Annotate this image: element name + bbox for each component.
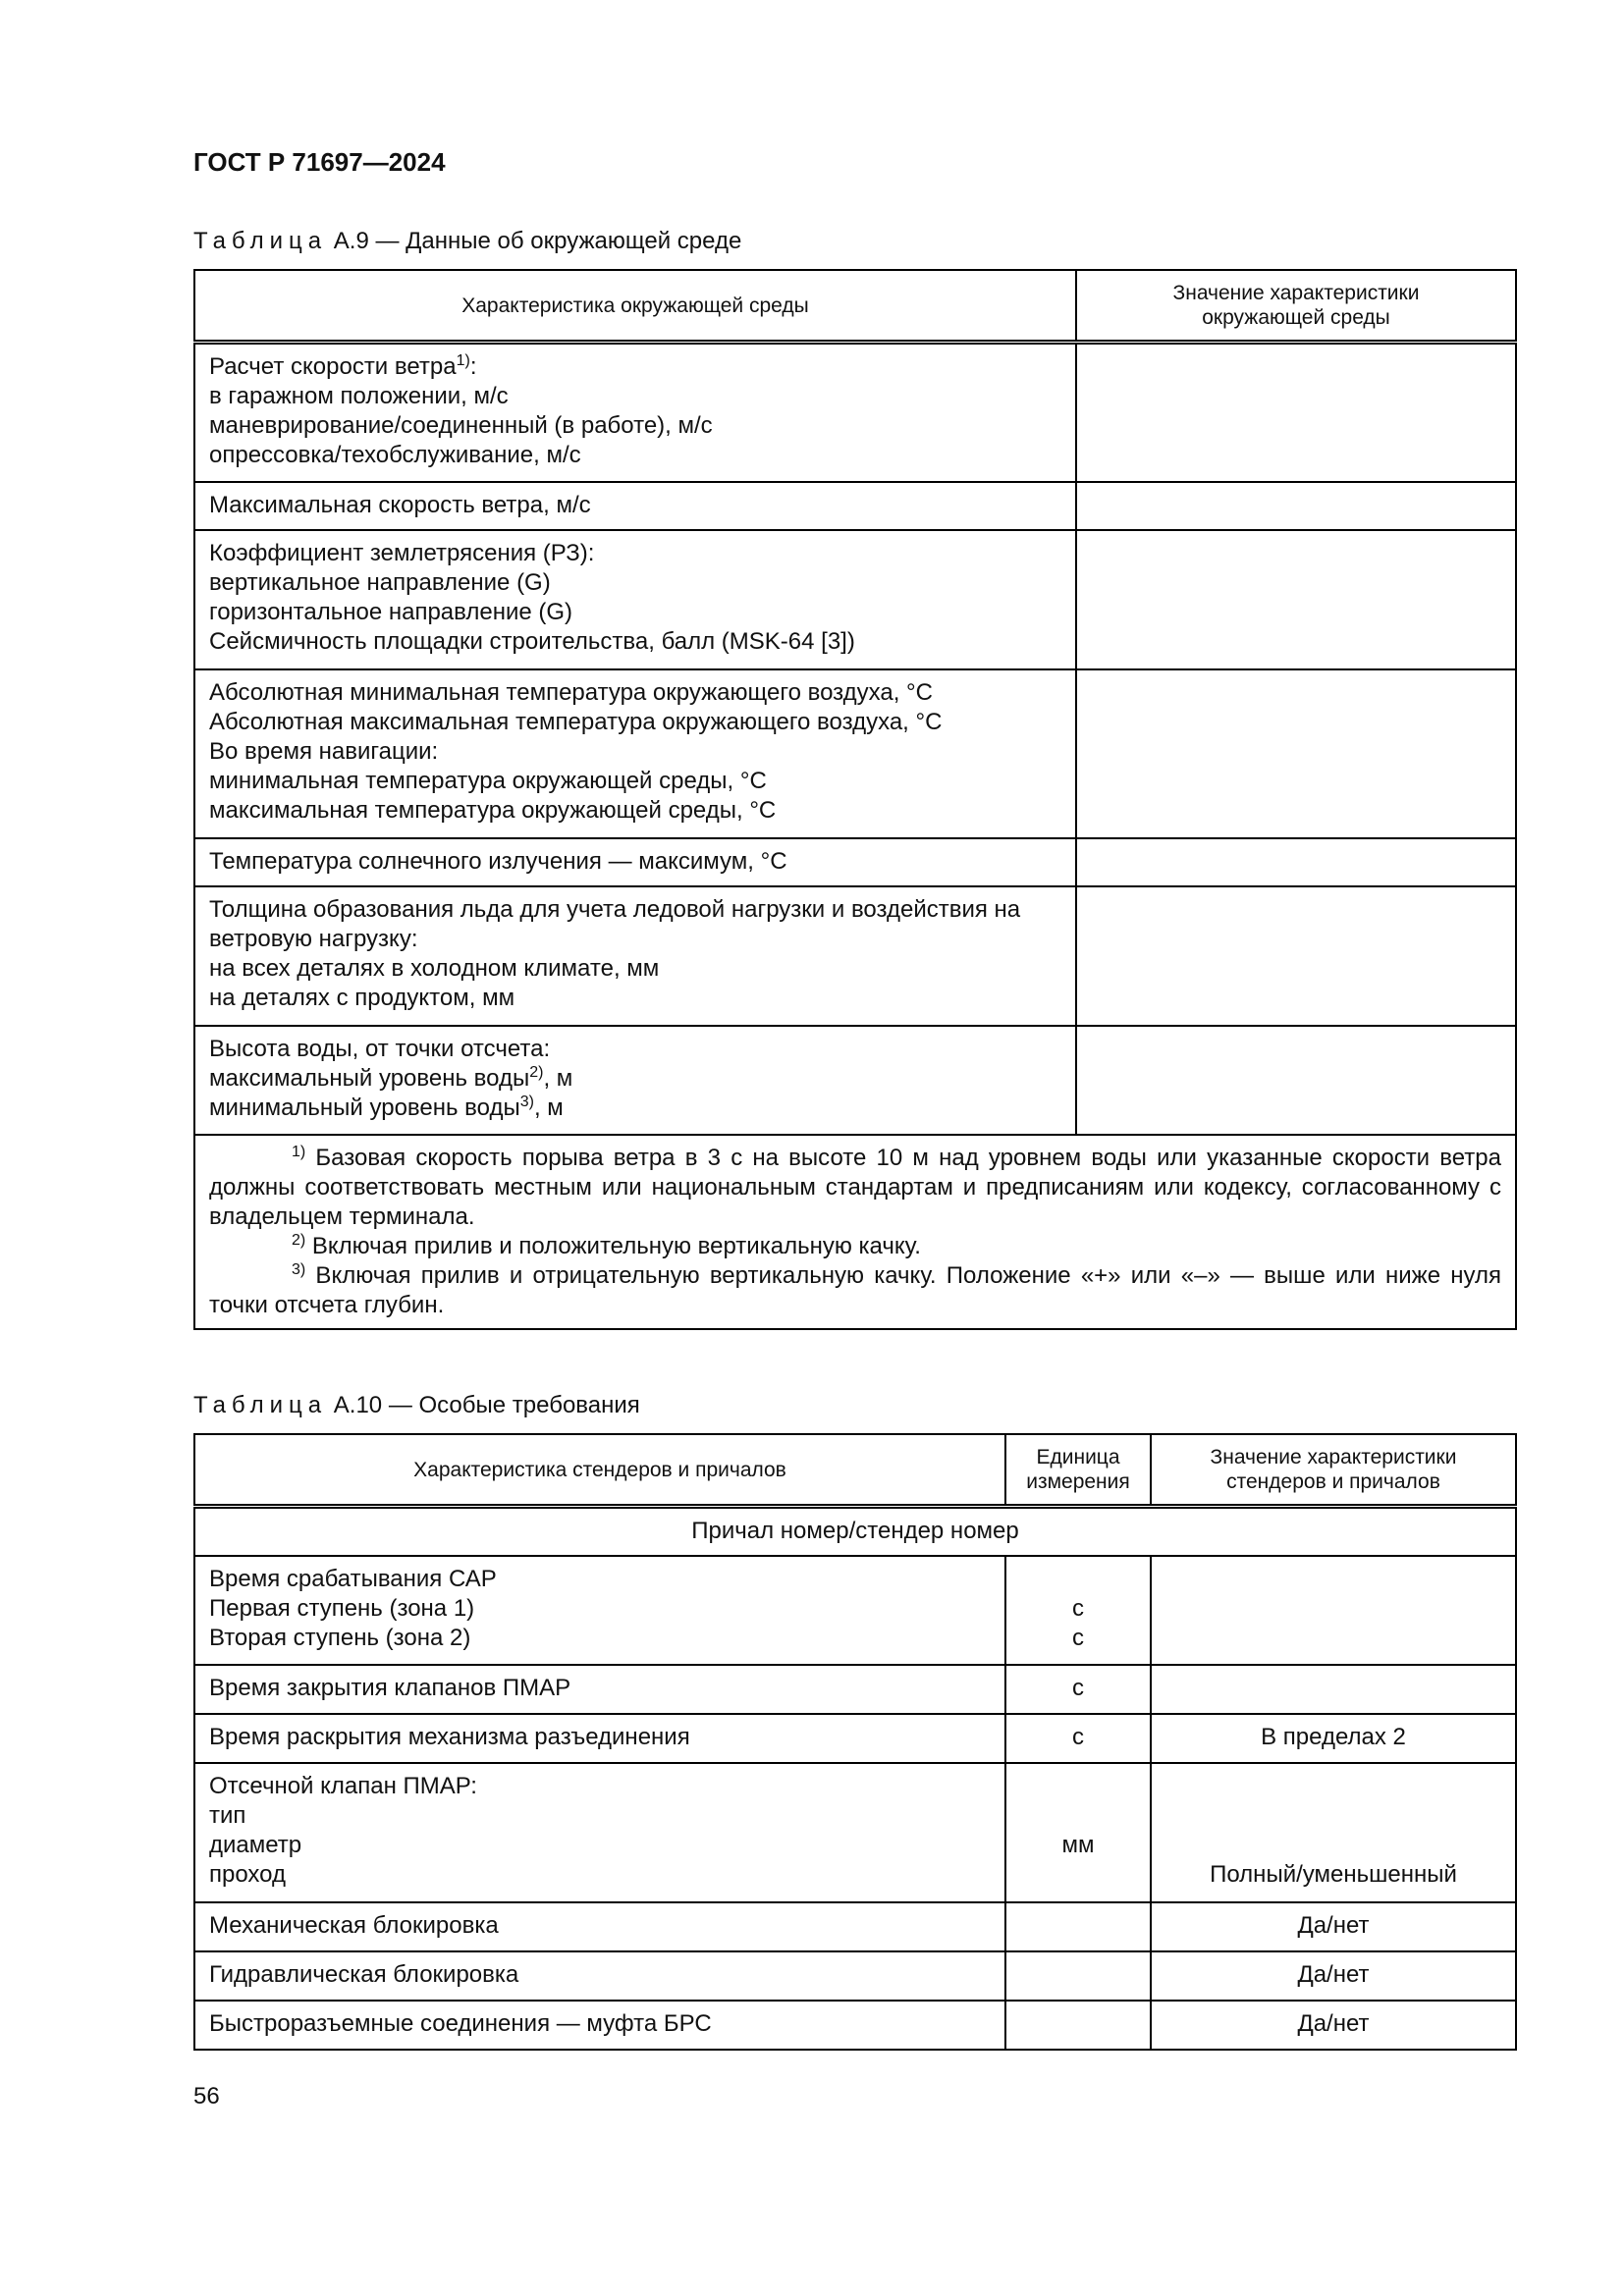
value-cell xyxy=(1076,886,1516,1026)
table-a9-caption xyxy=(193,228,741,255)
value-cell: Да/нет xyxy=(1151,1902,1516,1951)
caption-text: А.10 — Особые требования xyxy=(333,1392,640,1418)
caption-text: А.9 — Данные об окружающей среде xyxy=(333,228,742,254)
table-a9 xyxy=(193,269,1517,1330)
table-cell: Отсечной клапан ПМАР: тип диаметр проход xyxy=(194,1763,1005,1902)
table-cell: Время срабатывания САР Первая ступень (зона 1) Вторая ступень (зона 2) xyxy=(194,1556,1005,1665)
table-row xyxy=(194,838,1516,886)
value-cell: Да/нет xyxy=(1151,2001,1516,2050)
footnote-1: $^{1)}$ Базовая скорость порыва ветра в 3 с на высоте 10 м над уровнем воды или указанные скорости ветра должны соответствовать местным или национальным стандартам и предписаниям или кодексу, согласованному с владельцем терминала. xyxy=(209,1143,1501,1230)
table-row xyxy=(194,1665,1516,1714)
table-cell: Коэффициент землетрясения (РЗ): вертикальное направление (G) горизонтальное направление (G) Сейсмичность площадки строительства, балл (MSK-64 [3]) xyxy=(194,530,1076,669)
table-cell: Механическая блокировка xyxy=(194,1902,1005,1951)
table-cell: Гидравлическая блокировка xyxy=(194,1951,1005,2001)
table-a10 xyxy=(193,1433,1517,2051)
table-row xyxy=(194,2001,1516,2050)
value-cell xyxy=(1076,530,1516,669)
table-row xyxy=(194,1714,1516,1763)
table-cell: Быстроразъемные соединения — муфта БРС xyxy=(194,2001,1005,2050)
document-code: ГОСТ Р 71697—2024 xyxy=(193,147,446,177)
value-cell xyxy=(1151,1665,1516,1714)
table-row xyxy=(194,343,1516,482)
unit-cell: мм xyxy=(1005,1763,1151,1902)
table-row xyxy=(194,1507,1516,1556)
table-row xyxy=(194,1902,1516,1951)
table-cell: Абсолютная минимальная температура окружающего воздуха, °C Абсолютная максимальная температура окружающего воздуха, °C Во время навигации: минимальная температура окружающей среды, °C максимальная температура окружающей среды, °C xyxy=(194,669,1076,838)
table-row xyxy=(194,530,1516,669)
table-cell: Расчет скорости ветра$^{1)}$: в гаражном положении, м/с маневрирование/соединенный (в работе), м/с опрессовка/техобслуживание, м/с xyxy=(194,343,1076,482)
value-cell xyxy=(1076,669,1516,838)
span-row-cell: Причал номер/стендер номер xyxy=(194,1507,1516,1556)
unit-cell: с с xyxy=(1005,1556,1151,1665)
table-cell: Толщина образования льда для учета ледовой нагрузки и воздействия на ветровую нагрузку: на всех деталях в холодном климате, мм на деталях с продуктом, мм xyxy=(194,886,1076,1026)
table-row xyxy=(194,1026,1516,1135)
table-header-cell: Единица измерения xyxy=(1005,1434,1151,1507)
table-header-cell: Значение характеристики стендеров и причалов xyxy=(1151,1434,1516,1507)
value-cell xyxy=(1076,482,1516,530)
unit-cell: с xyxy=(1005,1714,1151,1763)
table-row xyxy=(194,1556,1516,1665)
unit-cell xyxy=(1005,1902,1151,1951)
page-number: 56 xyxy=(193,2083,220,2109)
unit-cell: с xyxy=(1005,1665,1151,1714)
table-cell: Температура солнечного излучения — максимум, °C xyxy=(194,838,1076,886)
table-row xyxy=(194,669,1516,838)
table-header-cell: Характеристика стендеров и причалов xyxy=(194,1434,1005,1507)
notes-row xyxy=(194,1135,1516,1329)
table-row xyxy=(194,1951,1516,2001)
value-cell: Полный/уменьшенный xyxy=(1151,1763,1516,1902)
table-notes xyxy=(194,1135,1516,1329)
footnote-3: $^{3)}$ Включая прилив и отрицательную вертикальную качку. Положение «+» или «–» — выше или ниже нуля точки отсчета глубин. xyxy=(209,1260,1501,1318)
value-cell xyxy=(1076,838,1516,886)
value-cell: Да/нет xyxy=(1151,1951,1516,2001)
table-cell: Время раскрытия механизма разъединения xyxy=(194,1714,1005,1763)
value-cell xyxy=(1076,1026,1516,1135)
table-cell: Время закрытия клапанов ПМАР xyxy=(194,1665,1005,1714)
value-cell xyxy=(1076,343,1516,482)
table-row xyxy=(194,482,1516,530)
unit-cell xyxy=(1005,1951,1151,2001)
table-row xyxy=(194,886,1516,1026)
table-a10-caption xyxy=(193,1392,640,1419)
footnote-2: $^{2)}$ Включая прилив и положительную вертикальную качку. xyxy=(292,1231,921,1259)
caption-word: Таблица xyxy=(193,1392,328,1418)
value-cell: В пределах 2 xyxy=(1151,1714,1516,1763)
value-cell xyxy=(1151,1556,1516,1665)
caption-word: Таблица xyxy=(193,228,328,254)
table-header-cell: Значение характеристики окружающей среды xyxy=(1076,270,1516,343)
table-cell: Максимальная скорость ветра, м/с xyxy=(194,482,1076,530)
table-cell: Высота воды, от точки отсчета: максимальный уровень воды$^{2)}$, м минимальный уровень воды$^{3)}$, м xyxy=(194,1026,1076,1135)
unit-cell xyxy=(1005,2001,1151,2050)
table-header-cell: Характеристика окружающей среды xyxy=(194,270,1076,343)
table-row xyxy=(194,1763,1516,1902)
